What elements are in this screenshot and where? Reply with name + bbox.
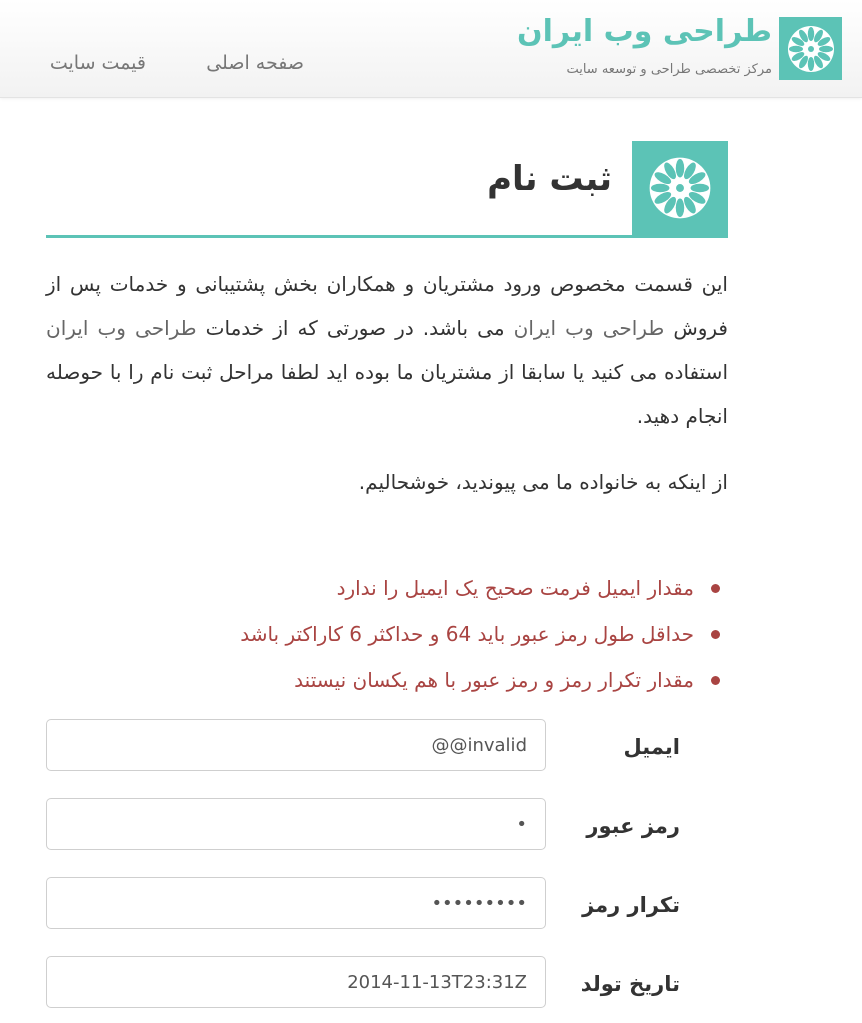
brand-title[interactable]: طراحی وب ایران [517,14,772,49]
wheel-logo-icon [647,155,713,221]
intro-paragraph [46,262,728,438]
page-title: ثبت نام [487,159,612,199]
intro-link-brand[interactable]: طراحی وب ایران [513,316,665,340]
page-header [46,141,728,238]
error-list [168,568,728,706]
email-row [46,719,728,771]
password-label: رمز عبور [586,814,680,838]
wheel-logo-icon [786,24,836,74]
error-password-length: حداقل طول رمز عبور باید 64 و حداکثر 6 کاراکتر باشد [168,614,728,660]
error-email-format: مقدار ایمیل فرمت صحیح یک ایمیل را ندارد [168,568,728,614]
welcome-text: از اینکه به خانواده ما می پیوندید، خوشحالیم. [358,470,728,494]
nav-link-site-price[interactable]: قیمت سایت [49,52,146,74]
brand-logo[interactable] [779,17,842,80]
email-label: ایمیل [623,735,680,759]
brand-subtitle: مرکز تخصصی طراحی و توسعه سایت [566,62,772,77]
password-row [46,798,728,850]
password-field[interactable] [46,798,546,850]
birthdate-field[interactable] [46,956,546,1008]
birthdate-row [46,956,728,1008]
repeat-password-field[interactable] [46,877,546,929]
intro-link-brand[interactable]: طراحی وب ایران [46,316,197,340]
email-field[interactable] [46,719,546,771]
birthdate-label: تاریخ تولد [580,972,680,996]
intro-text: استفاده می کنید یا سابقا از مشتریان ما بوده اید لطفا مراحل ثبت نام را با حوصله انجام دهید. [46,360,728,428]
repeat-password-row [46,877,728,929]
nav-link-home[interactable]: صفحه اصلی [206,52,304,74]
intro-text: این قسمت مخصوص ورود مشتریان و همکاران بخش پشتیبانی و خدمات پس از فروش [46,272,728,340]
intro-text: می باشد. در صورتی که از خدمات [196,316,514,340]
repeat-password-label: تکرار رمز [582,893,680,917]
error-password-mismatch: مقدار تکرار رمز و رمز عبور با هم یکسان نیستند [168,660,728,706]
header-logo [632,141,728,235]
navbar [0,0,862,98]
